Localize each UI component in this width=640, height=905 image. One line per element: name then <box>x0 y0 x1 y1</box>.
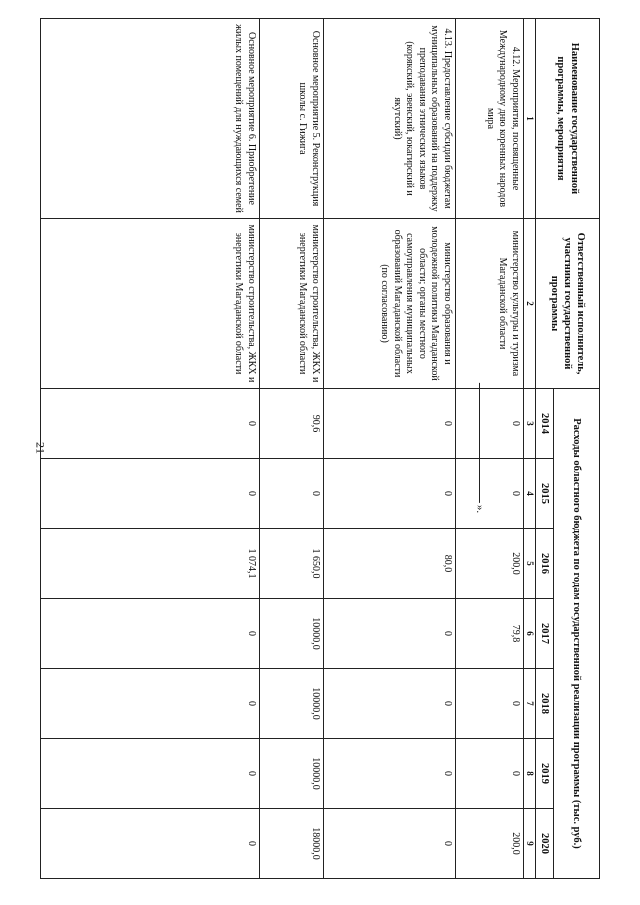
value-cell: 18000,0 <box>259 809 323 879</box>
header-year: 2015 <box>535 459 553 529</box>
value-cell: 90,6 <box>259 389 323 459</box>
value-cell: 10000,0 <box>259 739 323 809</box>
measure-executor: министерство строительства, ЖКХ и энергетики Магаданской области <box>259 219 323 389</box>
column-number: 5 <box>523 529 535 599</box>
column-number: 4 <box>523 459 535 529</box>
header-costs: Расходы областного бюджета по годам государственной реализации программы (тыс. руб.) <box>554 389 600 879</box>
measure-executor: министерство образования и молодежной политики Магаданской области; органы местного самоуправления муниципальных образований Магаданской области (по согласованию) <box>323 219 455 389</box>
header-year: 2018 <box>535 669 553 739</box>
rotated-table-page <box>40 18 600 878</box>
header-name: Наименование государственной программы, мероприятия <box>535 19 599 219</box>
header-executor: Ответственный исполнитель, участники государственной программы <box>535 219 599 389</box>
value-cell: 0 <box>41 739 260 809</box>
value-cell: 200,0 <box>455 529 523 599</box>
page-number: 21 <box>33 442 48 454</box>
value-cell: 200,0 <box>455 809 523 879</box>
measure-name: Основное мероприятие 6. Приобретение жилых помещений для нуждающихся семей <box>41 19 260 219</box>
table-row <box>41 19 260 879</box>
value-cell: 0 <box>323 389 455 459</box>
expenditure-table <box>40 18 600 879</box>
value-cell: 0 <box>41 389 260 459</box>
value-cell: 0 <box>259 459 323 529</box>
column-number: 1 <box>523 19 535 219</box>
value-cell: 10000,0 <box>259 599 323 669</box>
column-number: 3 <box>523 389 535 459</box>
column-number: 7 <box>523 669 535 739</box>
value-cell: 0 <box>323 459 455 529</box>
column-number: 2 <box>523 219 535 389</box>
value-cell: 0 <box>41 599 260 669</box>
value-cell: 0 <box>455 459 523 529</box>
value-cell: 0 <box>455 389 523 459</box>
header-year: 2017 <box>535 599 553 669</box>
value-cell: 0 <box>455 669 523 739</box>
column-number: 6 <box>523 599 535 669</box>
value-cell: 80,0 <box>323 529 455 599</box>
value-cell: 0 <box>41 459 260 529</box>
value-cell: 79,8 <box>455 599 523 669</box>
value-cell: 0 <box>323 669 455 739</box>
value-cell: 0 <box>323 599 455 669</box>
column-number: 8 <box>523 739 535 809</box>
measure-executor: министерство культуры и туризма Магаданской области <box>455 219 523 389</box>
closing-rule <box>479 383 480 503</box>
value-cell: 0 <box>455 739 523 809</box>
closing-quote: ». <box>474 504 486 514</box>
value-cell: 1 650,0 <box>259 529 323 599</box>
value-cell: 0 <box>41 669 260 739</box>
measure-name: Основное мероприятие 5. Реконструкция школы с. Гижига <box>259 19 323 219</box>
value-cell: 0 <box>41 809 260 879</box>
header-year: 2019 <box>535 739 553 809</box>
header-year: 2014 <box>535 389 553 459</box>
measure-name: 4.12. Мероприятия, посвященные Международному дню коренных народов мира <box>455 19 523 219</box>
header-year: 2020 <box>535 809 553 879</box>
table-row <box>259 19 323 879</box>
value-cell: 10000,0 <box>259 669 323 739</box>
value-cell: 0 <box>323 739 455 809</box>
table-row <box>323 19 455 879</box>
header-year: 2016 <box>535 529 553 599</box>
value-cell: 0 <box>323 809 455 879</box>
value-cell: 1 074,1 <box>41 529 260 599</box>
column-number: 9 <box>523 809 535 879</box>
measure-name: 4.13. Предоставление субсидии бюджетам муниципальных образований на поддержку преподавания этнических языков (корякский, эвенский, юкагирский и якутский) <box>323 19 455 219</box>
table-row <box>455 19 523 879</box>
measure-executor: министерство строительства, ЖКХ и энергетики Магаданской области <box>41 219 260 389</box>
closing-mark <box>474 383 486 513</box>
